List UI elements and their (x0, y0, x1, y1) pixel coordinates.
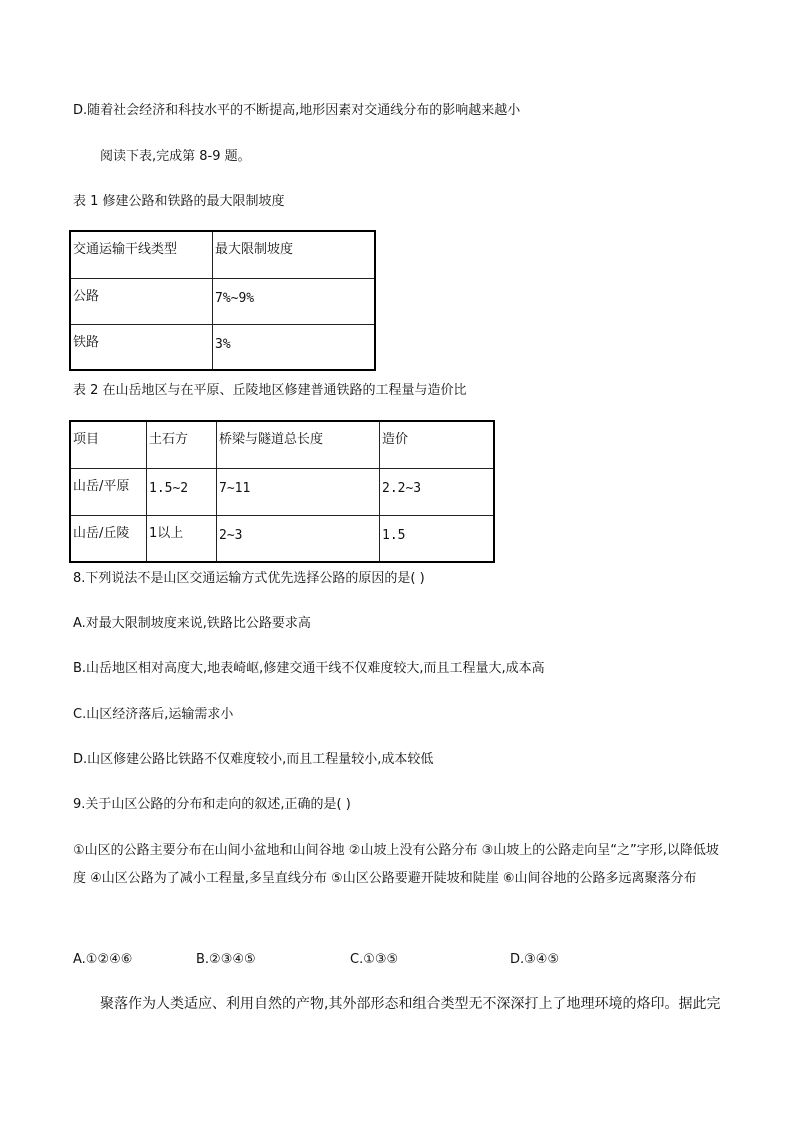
table2-header-cell: 桥梁与隧道总长度 (217, 421, 380, 468)
table2-cell: 1.5 (380, 515, 495, 562)
table1-header-cell: 最大限制坡度 (213, 231, 376, 278)
table2-row (70, 468, 494, 515)
table2-row (70, 515, 494, 562)
next-passage: 聚落作为人类适应、利用自然的产物,其外部形态和组合类型无不深深打上了地理环境的烙印。据此完 (100, 996, 721, 1012)
q9-option-d: D.③④⑤ (510, 952, 560, 967)
table2-cell: 山岳/平原 (70, 468, 147, 515)
q8-option-c: C.山区经济落后,运输需求小 (73, 707, 234, 722)
table1-caption: 表 1 修建公路和铁路的最大限制坡度 (73, 194, 285, 209)
table2-header-cell: 造价 (380, 421, 495, 468)
table2-cell: 1.5~2 (147, 468, 217, 515)
table2-cell: 山岳/丘陵 (70, 515, 147, 562)
table1-cell: 公路 (70, 278, 213, 324)
table2-header-cell: 项目 (70, 421, 147, 468)
q9-option-a: A.①②④⑥ (73, 952, 133, 967)
table1-header-row (70, 231, 375, 278)
q8-option-b: B.山岳地区相对高度大,地表崎岖,修建交通干线不仅难度较大,而且工程量大,成本高 (73, 661, 545, 676)
q8-stem: 8.下列说法不是山区交通运输方式优先选择公路的原因的是( ) (73, 571, 425, 586)
q9-option-b: B.②③④⑤ (196, 952, 256, 967)
reading-intro: 阅读下表,完成第 8-9 题。 (100, 149, 251, 164)
table1-header-cell: 交通运输干线类型 (70, 231, 213, 278)
table1-cell: 3% (213, 324, 376, 370)
q9-stem: 9.关于山区公路的分布和走向的叙述,正确的是( ) (73, 797, 351, 812)
table1-row (70, 278, 375, 324)
table2-header-cell: 土石方 (147, 421, 217, 468)
table1-cell: 7%~9% (213, 278, 376, 324)
q9-option-c: C.①③⑤ (350, 952, 399, 967)
table2-cell: 2~3 (217, 515, 380, 562)
q8-option-d: D.山区修建公路比铁路不仅难度较小,而且工程量较小,成本较低 (73, 752, 434, 767)
table2-cell: 7~11 (217, 468, 380, 515)
table2-cell: 2.2~3 (380, 468, 495, 515)
q8-option-a: A.对最大限制坡度来说,铁路比公路要求高 (73, 616, 311, 631)
table2-header-row (70, 421, 494, 468)
table1-cell: 铁路 (70, 324, 213, 370)
q7-option-d: D.随着社会经济和科技水平的不断提高,地形因素对交通线分布的影响越来越小 (73, 103, 521, 118)
table2-cell: 1以上 (147, 515, 217, 562)
table1 (69, 230, 376, 371)
table1-row (70, 324, 375, 370)
table2 (69, 420, 495, 563)
q9-statements: ①山区的公路主要分布在山间小盆地和山间谷地 ②山坡上没有公路分布 ③山坡上的公路走向呈“之”字形,以降低坡度 ④山区公路为了减小工程量,多呈直线分布 ⑤山区公路要避开陡坡和陡崖 ⑥山间谷地的公路多远离聚落分布 (73, 843, 719, 886)
table2-caption: 表 2 在山岳地区与在平原、丘陵地区修建普通铁路的工程量与造价比 (73, 383, 467, 398)
